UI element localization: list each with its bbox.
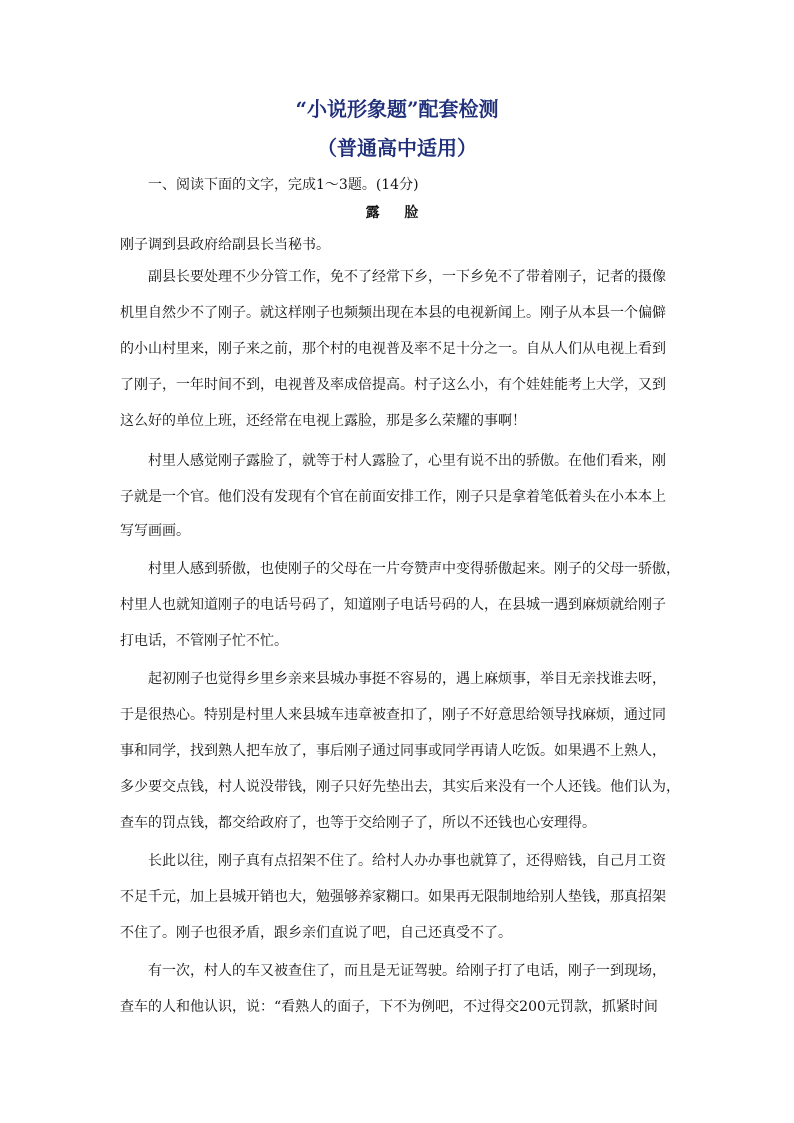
paragraph-line: 起初刚子也觉得乡里乡亲来县城办事挺不容易的，遇上麻烦事，举目无亲找谁去呀， bbox=[148, 671, 666, 687]
paragraph-line: 副县长要处理不少分管工作，免不了经常下乡，一下乡免不了带着刚子，记者的摄像 bbox=[148, 269, 666, 285]
paragraph-line: 村里人也就知道刚子的电话号码了，知道刚子电话号码的人，在县城一遇到麻烦就给刚子 bbox=[120, 597, 666, 613]
paragraph-line: 查车的人和他认识，说：“看熟人的面子，下不为例吧，不过得交200元罚款，抓紧时间 bbox=[120, 999, 658, 1015]
paragraph-line: 事和同学，找到熟人把车放了，事后刚子通过同事或同学再请人吃饭。如果遇不上熟人， bbox=[120, 743, 666, 759]
paragraph-line: 子就是一个官。他们没有发现有个官在前面安排工作，刚子只是拿着笔低着头在小本本上 bbox=[120, 489, 666, 505]
document-title: “小说形象题”配套检测 bbox=[295, 97, 499, 121]
paragraph-line: 于是很热心。特别是村里人来县城车违章被查扣了，刚子不好意思给领导找麻烦，通过同 bbox=[120, 707, 666, 723]
document-subtitle: （普通高中适用） bbox=[317, 136, 477, 160]
paragraph-line: 村里人感到骄傲，也使刚子的父母在一片夸赞声中变得骄傲起来。刚子的父母一骄傲， bbox=[148, 561, 680, 577]
paragraph-line: 打电话，不管刚子忙不忙。 bbox=[120, 633, 288, 649]
paragraph-line: 写写画画。 bbox=[120, 523, 190, 539]
paragraph-line: 刚子调到县政府给副县长当秘书。 bbox=[120, 237, 330, 253]
paragraph-line: 不住了。刚子也很矛盾，跟乡亲们直说了吧，自己还真受不了。 bbox=[120, 925, 512, 941]
paragraph-line: 不足千元，加上县城开销也大，勉强够养家糊口。如果再无限制地给别人垫钱，那真招架 bbox=[120, 889, 666, 905]
paragraph-line: 了刚子，一年时间不到，电视普及率成倍提高。村子这么小，有个娃娃能考上大学，又到 bbox=[120, 377, 666, 393]
story-title: 露 脸 bbox=[365, 205, 429, 221]
paragraph-line: 村里人感觉刚子露脸了，就等于村人露脸了，心里有说不出的骄傲。在他们看来，刚 bbox=[148, 453, 666, 469]
paragraph-line: 机里自然少不了刚子。就这样刚子也频频出现在本县的电视新闻上。刚子从本县一个偏僻 bbox=[120, 305, 666, 321]
paragraph-line: 这么好的单位上班，还经常在电视上露脸，那是多么荣耀的事啊！ bbox=[120, 413, 526, 429]
paragraph-line: 长此以往，刚子真有点招架不住了。给村人办办事也就算了，还得赔钱，自己月工资 bbox=[148, 853, 666, 869]
paragraph-line: 的小山村里来，刚子来之前，那个村的电视普及率不足十分之一。自从人们从电视上看到 bbox=[120, 341, 666, 357]
paragraph-line: 查车的罚点钱，都交给政府了，也等于交给刚子了，所以不还钱也心安理得。 bbox=[120, 815, 596, 831]
paragraph-line: 有一次，村人的车又被查住了，而且是无证驾驶。给刚子打了电话，刚子一到现场， bbox=[148, 963, 666, 979]
paragraph-line: 多少要交点钱，村人说没带钱，刚子只好先垫出去，其实后来没有一个人还钱。他们认为， bbox=[120, 779, 680, 795]
section-heading: 一、阅读下面的文字，完成1～3题。(14分) bbox=[148, 177, 419, 193]
